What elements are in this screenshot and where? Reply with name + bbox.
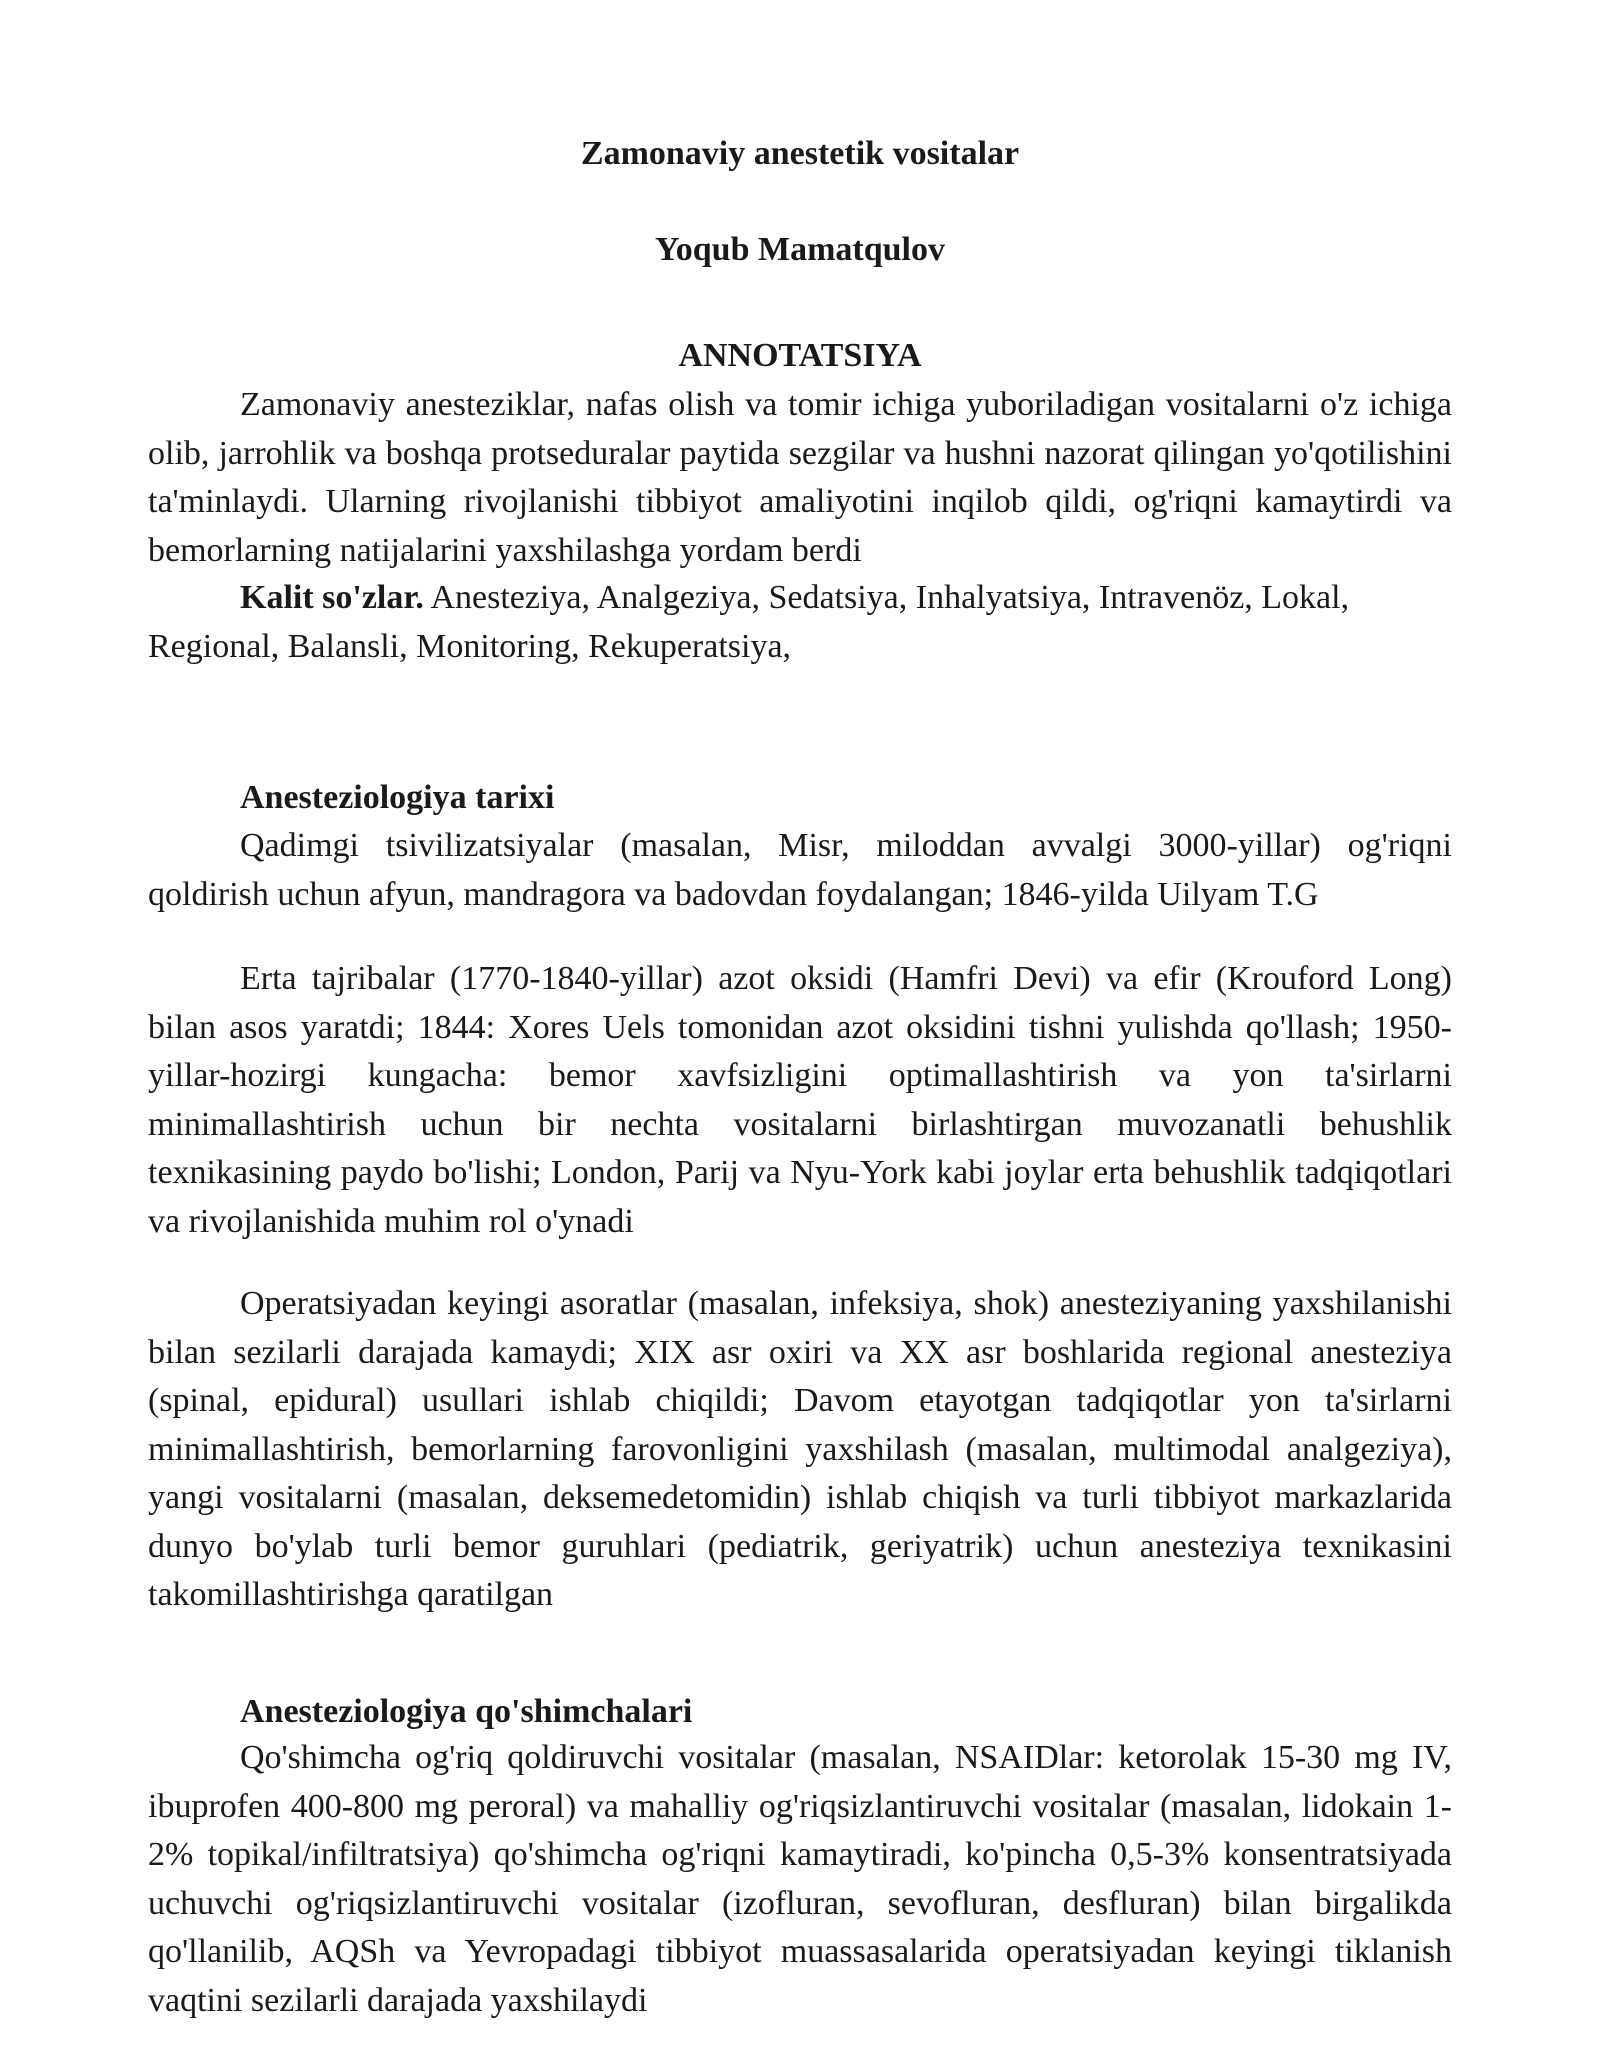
keywords-paragraph (148, 574, 1452, 671)
document-title: Zamonaviy anestetik vositalar (580, 135, 1020, 172)
section-heading-adjuncts: Anesteziologiya qo'shimchalari (240, 1693, 693, 1730)
history-paragraph-1: Qadimgi tsivilizatsiyalar (masalan, Misr, miloddan avvalgi 3000-yillar) og'riqni qoldirish uchun afyun, mandragora va badovdan foydalangan; 1846-yilda Uilyam T.G (148, 827, 1452, 913)
adjuncts-paragraph-1: Qo'shimcha og'riq qoldiruvchi vositalar (masalan, NSAIDlar: ketorolak 15-30 mg IV, ibuprofen 400-800 mg peroral) va mahalliy og'riqsizlantiruvchi vositalar (masalan, lidokain 1-2% topikal/infiltratsiya) qo'shimcha og'riqni kamaytiradi, ko'pincha 0,5-3% konsentratsiyada uchuvchi og'riqsizlantiruvchi vositalar (izofluran, sevofluran, desfluran) bilan birgalikda qo'llanilib, AQSh va Yevropadagi tibbiyot muassasalarida operatsiyadan keyingi tiklanish vaqtini sezilarli darajada yaxshilaydi (148, 1739, 1452, 2019)
section-heading-history: Anesteziologiya tarixi (240, 779, 555, 816)
history-paragraph-2: Erta tajribalar (1770-1840-yillar) azot oksidi (Hamfri Devi) va efir (Krouford Long) bilan asos yaratdi; 1844: Xores Uels tomonidan azot oksidini tishni yulishda qo'llash; 1950-yillar-hozirgi kungacha: bemor xavfsizligini optimallashtirish va yon ta'sirlarni minimallashtirish uchun bir nechta vositalarni birlashtirgan muvozanatli behushlik texnikasining paydo bo'lishi; London, Parij va Nyu-York kabi joylar erta behushlik tadqiqotlari va rivojlanishida muhim rol o'ynadi (148, 960, 1452, 1240)
abstract-heading: ANNOTATSIYA (678, 337, 922, 374)
keywords-text: Anesteziya, Analgeziya, Sedatsiya, Inhalyatsiya, Intravenöz, Lokal, Regional, Balansli, Monitoring, Rekuperatsiya, (148, 579, 1350, 665)
history-paragraph-3: Operatsiyadan keyingi asoratlar (masalan, infeksiya, shok) anesteziyaning yaxshilanishi bilan sezilarli darajada kamaydi; XIX asr oxiri va XX asr boshlarida regional anesteziya (spinal, epidural) usullari ishlab chiqildi; Davom etayotgan tadqiqotlar yon ta'sirlarni minimallashtirish, bemorlarning farovonligini yaxshilash (masalan, multimodal analgeziya), yangi vositalarni (masalan, deksemedetomidin) ishlab chiqish va turli tibbiyot markazlarida dunyo bo'ylab turli bemor guruhlari (pediatrik, geriyatrik) uchun anesteziya texnikasini takomillashtirishga qaratilgan (148, 1285, 1452, 1613)
author-name: Yoqub Mamatqulov (654, 231, 945, 268)
keywords-label: Kalit so'zlar. (240, 579, 424, 616)
abstract-paragraph: Zamonaviy anesteziklar, nafas olish va tomir ichiga yuboriladigan vositalarni o'z ichiga olib, jarrohlik va boshqa protseduralar paytida sezgilar va hushni nazorat qilingan yo'qotilishini ta'minlaydi. Ularning rivojlanishi tibbiyot amaliyotini inqilob qildi, og'riqni kamaytirdi va bemorlarning natijalarini yaxshilashga yordam berdi (148, 386, 1452, 569)
